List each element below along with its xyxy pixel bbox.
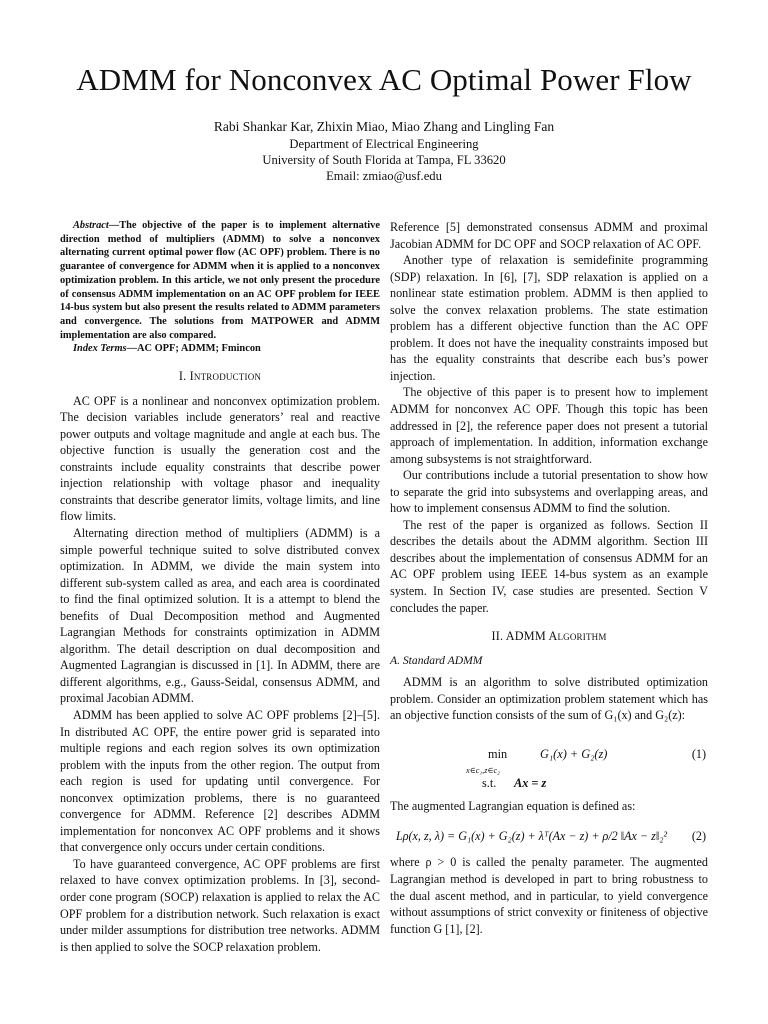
left-column	[60, 219, 380, 955]
subsection-heading-standard-admm: A. Standard ADMM	[390, 653, 483, 667]
abstract	[60, 219, 380, 342]
author-list: Rabi Shankar Kar, Zhixin Miao, Miao Zhang and Lingling Fan	[213, 119, 555, 134]
abstract-text: —The objective of the paper is to implement alternative direction method of multipliers (ADMM) to solve a nonconvex alternating current optimal power flow (AC OPF) problem. There is no guarantee of convergence for ADMM when it is applied to a nonconvex optimization problem. In this article, we not only present the procedure of consensus ADMM implementation on an AC OPF problem for IEEE 14-bus system but also present the results related to ADMM parameters and convergence. The solutions from MATPOWER and ADMM implementation are also compared.	[60, 220, 380, 341]
abstract-label: Abstract	[73, 220, 109, 231]
right-column	[390, 219, 708, 937]
body-paragraph: ADMM is an algorithm to solve distributed optimization problem. Consider an optimization problem statement which has an objective function consists of the sum of G₁(x) and G₂(z):	[390, 675, 708, 723]
body-paragraph: The objective of this paper is to present how to implement ADMM for nonconvex AC OPF. Though this topic has been addressed in [2], the reference paper does not present a tutorial approach of implementation. In addition, information exchange among subsystems is not straightforward.	[390, 385, 708, 466]
eq1-subject-to: s.t.	[482, 775, 497, 790]
affiliation-department: Department of Electrical Engineering	[289, 137, 479, 151]
eq1-number: (1)	[691, 746, 706, 761]
intro-paragraph: ADMM has been applied to solve AC OPF problems [2]–[5]. In distributed AC OPF, the entire power grid is separated into multiple regions and each region solves its own optimization problem with the inputs from the other region. The output from each region is used for updating until convergence. For nonconvex optimization problems, there is no guaranteed convergence for ADMM. Reference [2] describes ADMM implementation for nonconvex AC OPF problems and it shows that convergence only occurs under certain conditions.	[60, 707, 380, 855]
body-paragraph: The augmented Lagrangian equation is defined as:	[390, 798, 636, 813]
body-paragraph: The rest of the paper is organized as follows. Section II describes the details about the ADMM algorithm. Section III describes about the implementation of consensus ADMM for an AC OPF problem using IEEE 14-bus system as an example system. In Section IV, case studies are presented. Section V concludes the paper.	[390, 517, 708, 615]
body-paragraph: Reference [5] demonstrated consensus ADMM and proximal Jacobian ADMM for DC OPF and SOCP relaxation of AC OPF.	[390, 220, 708, 251]
index-terms	[60, 342, 380, 356]
index-terms-label: Index Terms	[73, 343, 127, 355]
intro-paragraph: To have guaranteed convergence, AC OPF problems are first relaxed to have convex optimization problems. In [3], second-order cone program (SOCP) relaxation is applied to relax the AC OPF problem for a distribution network. Such relaxation is exact under milder assumptions for distribution tree networks. ADMM is then applied to solve the SOCP relaxation problem.	[60, 856, 380, 954]
eq2-expression: Lρ(x, z, λ) = G₁(x) + G₂(z) + λᵀ(Ax − z) + ρ/2 ‖Ax − z‖₂²	[396, 829, 668, 844]
author-email: Email: zmiao@usf.edu	[326, 169, 442, 183]
eq1-objective: G₁(x) + G₂(z)	[540, 746, 608, 761]
eq1-min-operator: min	[488, 746, 508, 761]
intro-paragraph: Alternating direction method of multipliers (ADMM) is a simple powerful technique suited to solve distributed convex optimization. In ADMM, we divide the main system into different sub-system called as area, and each area is coordinated to find the final optimized solution. It is a attempt to blend the benefits of Dual Decomposition method and Augmented Lagrangian Methods for constraints optimization in ADMM algorithm. The detail description on dual decomposition and Augmented Lagrangian is discussed in [1]. In ADMM, there are different algorithms, e.g., Gauss-Seidal, consensus ADMM, and proximal Jacobian ADMM.	[60, 525, 380, 706]
body-paragraph: where ρ > 0 is called the penalty parameter. The augmented Lagrangian method is developed in part to bring robustness to the dual ascent method, and in particular, to yield convergence without assumptions of strict convexity or finiteness of objective function G [1], [2].	[390, 855, 708, 936]
section-heading-introduction: I. Introduction	[178, 369, 262, 384]
eq1-min-subscript: x∈c₁,z∈c₂	[466, 765, 500, 775]
intro-paragraph: AC OPF is a nonlinear and nonconvex optimization problem. The decision variables include generators’ real and reactive power outputs and voltage magnitude and angle at each bus. The objective function is usually the generation cost and the constraints include equality constraints that describe power injection relationship with voltage phasor and inequality constraints that describe generator limits, voltage limits, and line flow limits.	[60, 393, 380, 524]
paper-title: ADMM for Nonconvex AC Optimal Power Flow	[76, 62, 692, 97]
body-paragraph: Another type of relaxation is semidefinite programming (SDP) relaxation. In [6], [7], SDP relaxation is applied on a nonlinear state estimation problem. ADMM is then applied to solve the convex relaxation problems. The state estimation problem has a different objective function than the AC OPF problem. It does not have the inequality constraints imposed but has the equality constraints that describe each bus’s power injection.	[390, 253, 708, 383]
affiliation-university: University of South Florida at Tampa, FL 33620	[262, 153, 506, 167]
equation-1	[390, 736, 708, 792]
eq2-number: (2)	[691, 829, 706, 844]
body-paragraph: Our contributions include a tutorial presentation to show how to separate the grid into subsystems and overlapping areas, and how to implement consensus ADMM to find the solution.	[390, 468, 708, 516]
section-heading-admm-algorithm: II. ADMM Algorithm	[491, 629, 607, 644]
eq1-constraint: Ax = z	[514, 775, 547, 790]
index-terms-text: —AC OPF; ADMM; Fmincon	[126, 343, 261, 355]
equation-2	[390, 820, 708, 850]
